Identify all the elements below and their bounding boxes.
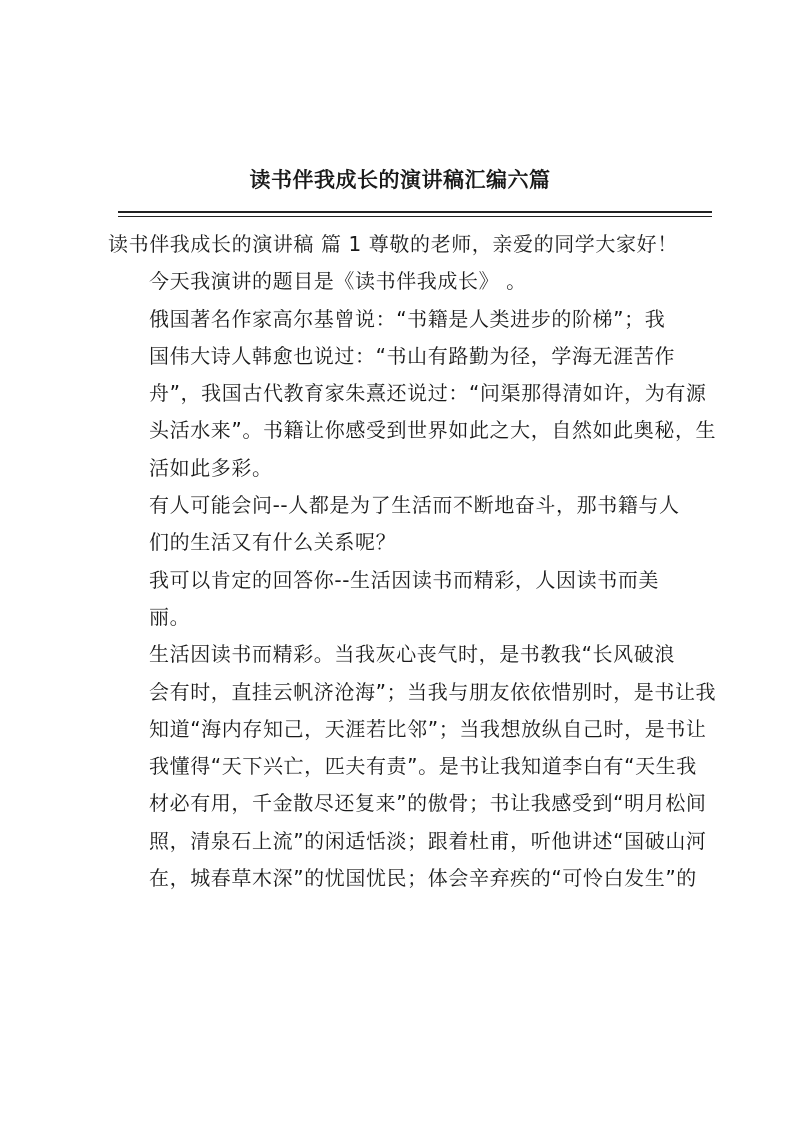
text-line: 丽。 — [149, 604, 191, 629]
paragraph — [108, 226, 708, 263]
text-line: 舟”，我国古代教育家朱熹还说过：“问渠那得清如许，为有源 — [149, 381, 707, 406]
text-line: 我懂得“天下兴亡，匹夫有责”。是书让我知道李白有“天生我 — [149, 754, 697, 779]
text-line: 活如此多彩。 — [149, 455, 273, 480]
paragraph — [108, 562, 708, 637]
text-line: 俄国著名作家高尔基曾说：“书籍是人类进步的阶梯”；我 — [149, 306, 666, 331]
paragraph — [108, 636, 717, 897]
title-divider-thick — [118, 211, 712, 213]
text-line: 有人可能会问--人都是为了生活而不断地奋斗，那书籍与人 — [149, 493, 680, 518]
text-line: 们的生活又有什么关系呢？ — [149, 530, 397, 555]
text-line: 今天我演讲的题目是《读书伴我成长》 。 — [149, 269, 527, 294]
paragraph — [108, 263, 708, 300]
text-line: 会有时，直挂云帆济沧海”；当我与朋友依依惜别时，是书让我 — [149, 679, 717, 704]
paragraph — [108, 487, 708, 562]
text-line: 头活水来”。书籍让你感受到世界如此之大，自然如此奥秘，生 — [149, 418, 717, 443]
text-line: 生活因读书而精彩。当我灰心丧气时，是书教我“长风破浪 — [149, 642, 675, 667]
text-line: 照，清泉石上流”的闲适恬淡；跟着杜甫，听他讲述“国破山河 — [149, 828, 707, 853]
text-line: 材必有用，千金散尽还复来”的傲骨；书让我感受到“明月松间 — [149, 791, 707, 816]
text-line: 国伟大诗人韩愈也说过：“书山有路勤为径，学海无涯苦作 — [149, 343, 675, 368]
document-body — [108, 226, 717, 897]
text-line: 我可以肯定的回答你--生活因读书而精彩，人因读书而美 — [149, 567, 660, 592]
paragraph — [108, 301, 717, 487]
text-line: 在，城春草木深”的忧国忧民；体会辛弃疾的“可怜白发生”的 — [149, 866, 697, 891]
title-divider-thin — [118, 216, 712, 217]
document-title: 读书伴我成长的演讲稿汇编六篇 — [249, 167, 551, 192]
text-line: 知道“海内存知己，天涯若比邻”；当我想放纵自己时，是书让 — [149, 716, 707, 741]
text-line: 读书伴我成长的演讲稿 篇 1 尊敬的老师，亲爱的同学大家好！ — [108, 232, 678, 256]
